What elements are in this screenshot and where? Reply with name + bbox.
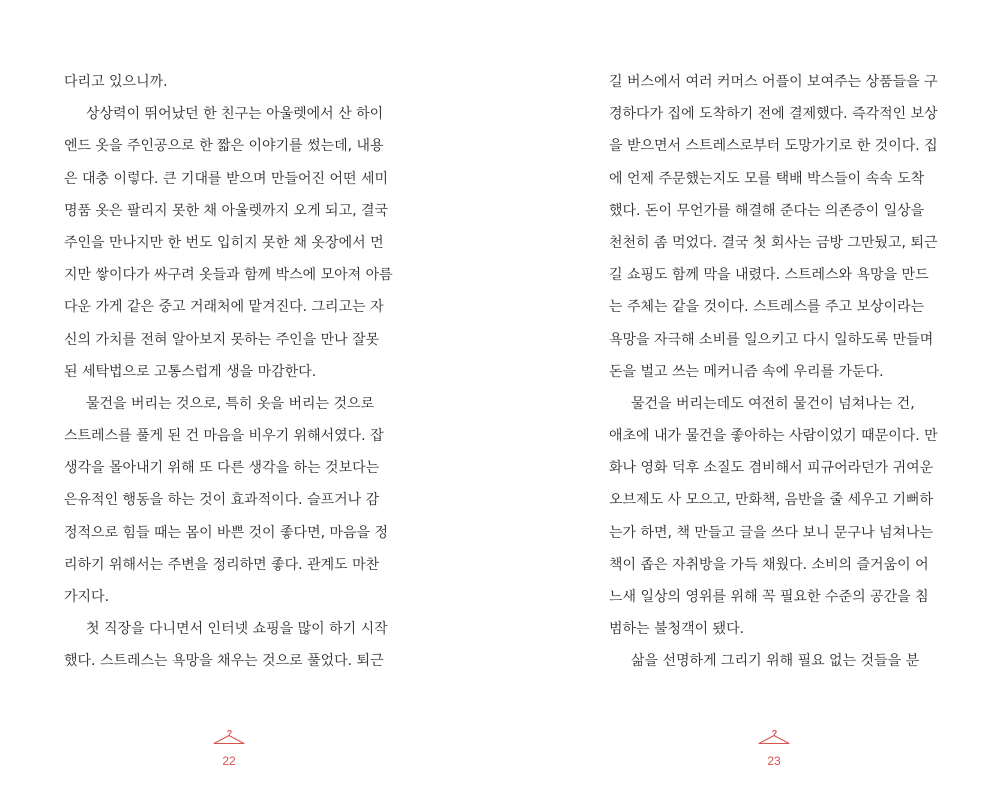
text-line: 는 주체는 같을 것이다. 스트레스를 주고 보상이라는 [609, 299, 925, 316]
text-line: 가지다. [64, 589, 110, 605]
text-line: 돈을 벌고 쓰는 메커니즘 속에 우리를 가둔다. [609, 363, 884, 380]
text-line: 리하기 위해서는 주변을 정리하면 좋다. 관계도 마찬 [64, 556, 380, 573]
text-line: 생각을 몰아내기 위해 또 다른 생각을 하는 것보다는 [64, 460, 380, 477]
text-line: 물건을 버리는데도 여전히 물건이 넘쳐나는 건, [631, 395, 915, 412]
text-line: 다리고 있으니까. [64, 74, 168, 90]
right-page-text [609, 66, 939, 678]
text-line: 다운 가게 같은 중고 거래처에 맡겨진다. 그리고는 자 [64, 299, 384, 316]
text-line: 했다. 돈이 무언가를 해결해 준다는 의존증이 일상을 [609, 202, 925, 219]
text-line: 화나 영화 덕후 소질도 겸비해서 피규어라던가 귀여운 [609, 460, 934, 477]
left-page [64, 0, 394, 812]
text-line: 오브제도 사 모으고, 만화책, 음반을 줄 세우고 기뻐하 [609, 492, 934, 509]
text-line: 책이 좁은 자취방을 가득 채웠다. 소비의 즐거움이 어 [609, 556, 929, 573]
right-page-footer [609, 730, 939, 768]
text-line: 명품 옷은 팔리지 못한 채 아울렛까지 오게 되고, 결국 [64, 202, 389, 219]
text-line: 했다. 스트레스는 욕망을 채우는 것으로 풀었다. 퇴근 [64, 653, 384, 670]
right-page [609, 0, 939, 812]
text-line: 을 받으면서 스트레스로부터 도망가기로 한 것이다. 집 [609, 138, 938, 155]
text-line: 신의 가치를 전혀 알아보지 못하는 주인을 만나 잘못 [64, 331, 380, 348]
text-line: 상상력이 뛰어났던 한 친구는 아울렛에서 산 하이 [86, 106, 384, 123]
hanger-icon [757, 730, 791, 746]
text-line: 물건을 버리는 것으로, 특히 옷을 버리는 것으로 [86, 395, 375, 412]
text-line: 지만 쌓이다가 싸구려 옷들과 함께 박스에 모아져 아름 [64, 267, 393, 284]
left-page-text [64, 66, 394, 678]
text-line: 된 세탁법으로 고통스럽게 생을 마감한다. [64, 363, 317, 380]
text-line: 은 대충 이렇다. 큰 기대를 받으며 만들어진 어떤 세미 [64, 170, 389, 187]
text-line: 욕망을 자극해 소비를 일으키고 다시 일하도록 만들며 [609, 331, 934, 348]
text-line: 에 언제 주문했는지도 모를 택배 박스들이 속속 도착 [609, 170, 925, 187]
text-line: 은유적인 행동을 하는 것이 효과적이다. 슬프거나 감 [64, 492, 380, 509]
text-line: 천천히 좀 먹었다. 결국 첫 회사는 금방 그만뒀고, 퇴근 [609, 234, 938, 251]
left-page-footer [64, 730, 394, 768]
hanger-icon [212, 730, 246, 746]
page-number: 23 [767, 754, 781, 768]
text-line: 정적으로 힘들 때는 몸이 바쁜 것이 좋다면, 마음을 정 [64, 524, 389, 541]
text-line: 주인을 만나지만 한 번도 입히지 못한 채 옷장에서 먼 [64, 234, 384, 251]
page-number: 22 [222, 754, 236, 768]
text-line: 첫 직장을 다니면서 인터넷 쇼핑을 많이 하기 시작 [86, 621, 388, 638]
text-line: 길 버스에서 여러 커머스 어플이 보여주는 상품들을 구 [609, 74, 938, 90]
text-line: 느새 일상의 영위를 위해 꼭 필요한 수준의 공간을 침 [609, 589, 929, 605]
text-line: 는가 하면, 책 만들고 글을 쓰다 보니 문구나 넘쳐나는 [609, 524, 934, 541]
text-line: 길 쇼핑도 함께 막을 내렸다. 스트레스와 욕망을 만드 [609, 267, 929, 284]
text-line: 범하는 불청객이 됐다. [609, 621, 745, 638]
text-line: 애초에 내가 물건을 좋아하는 사람이었기 때문이다. 만 [609, 428, 938, 445]
text-line: 삶을 선명하게 그리기 위해 필요 없는 것들을 분 [631, 653, 920, 670]
text-line: 경하다가 집에 도착하기 전에 결제했다. 즉각적인 보상 [609, 106, 938, 123]
text-line: 스트레스를 풀게 된 건 마음을 비우기 위해서였다. 잡 [64, 428, 384, 445]
text-line: 엔드 옷을 주인공으로 한 짧은 이야기를 썼는데, 내용 [64, 138, 384, 155]
